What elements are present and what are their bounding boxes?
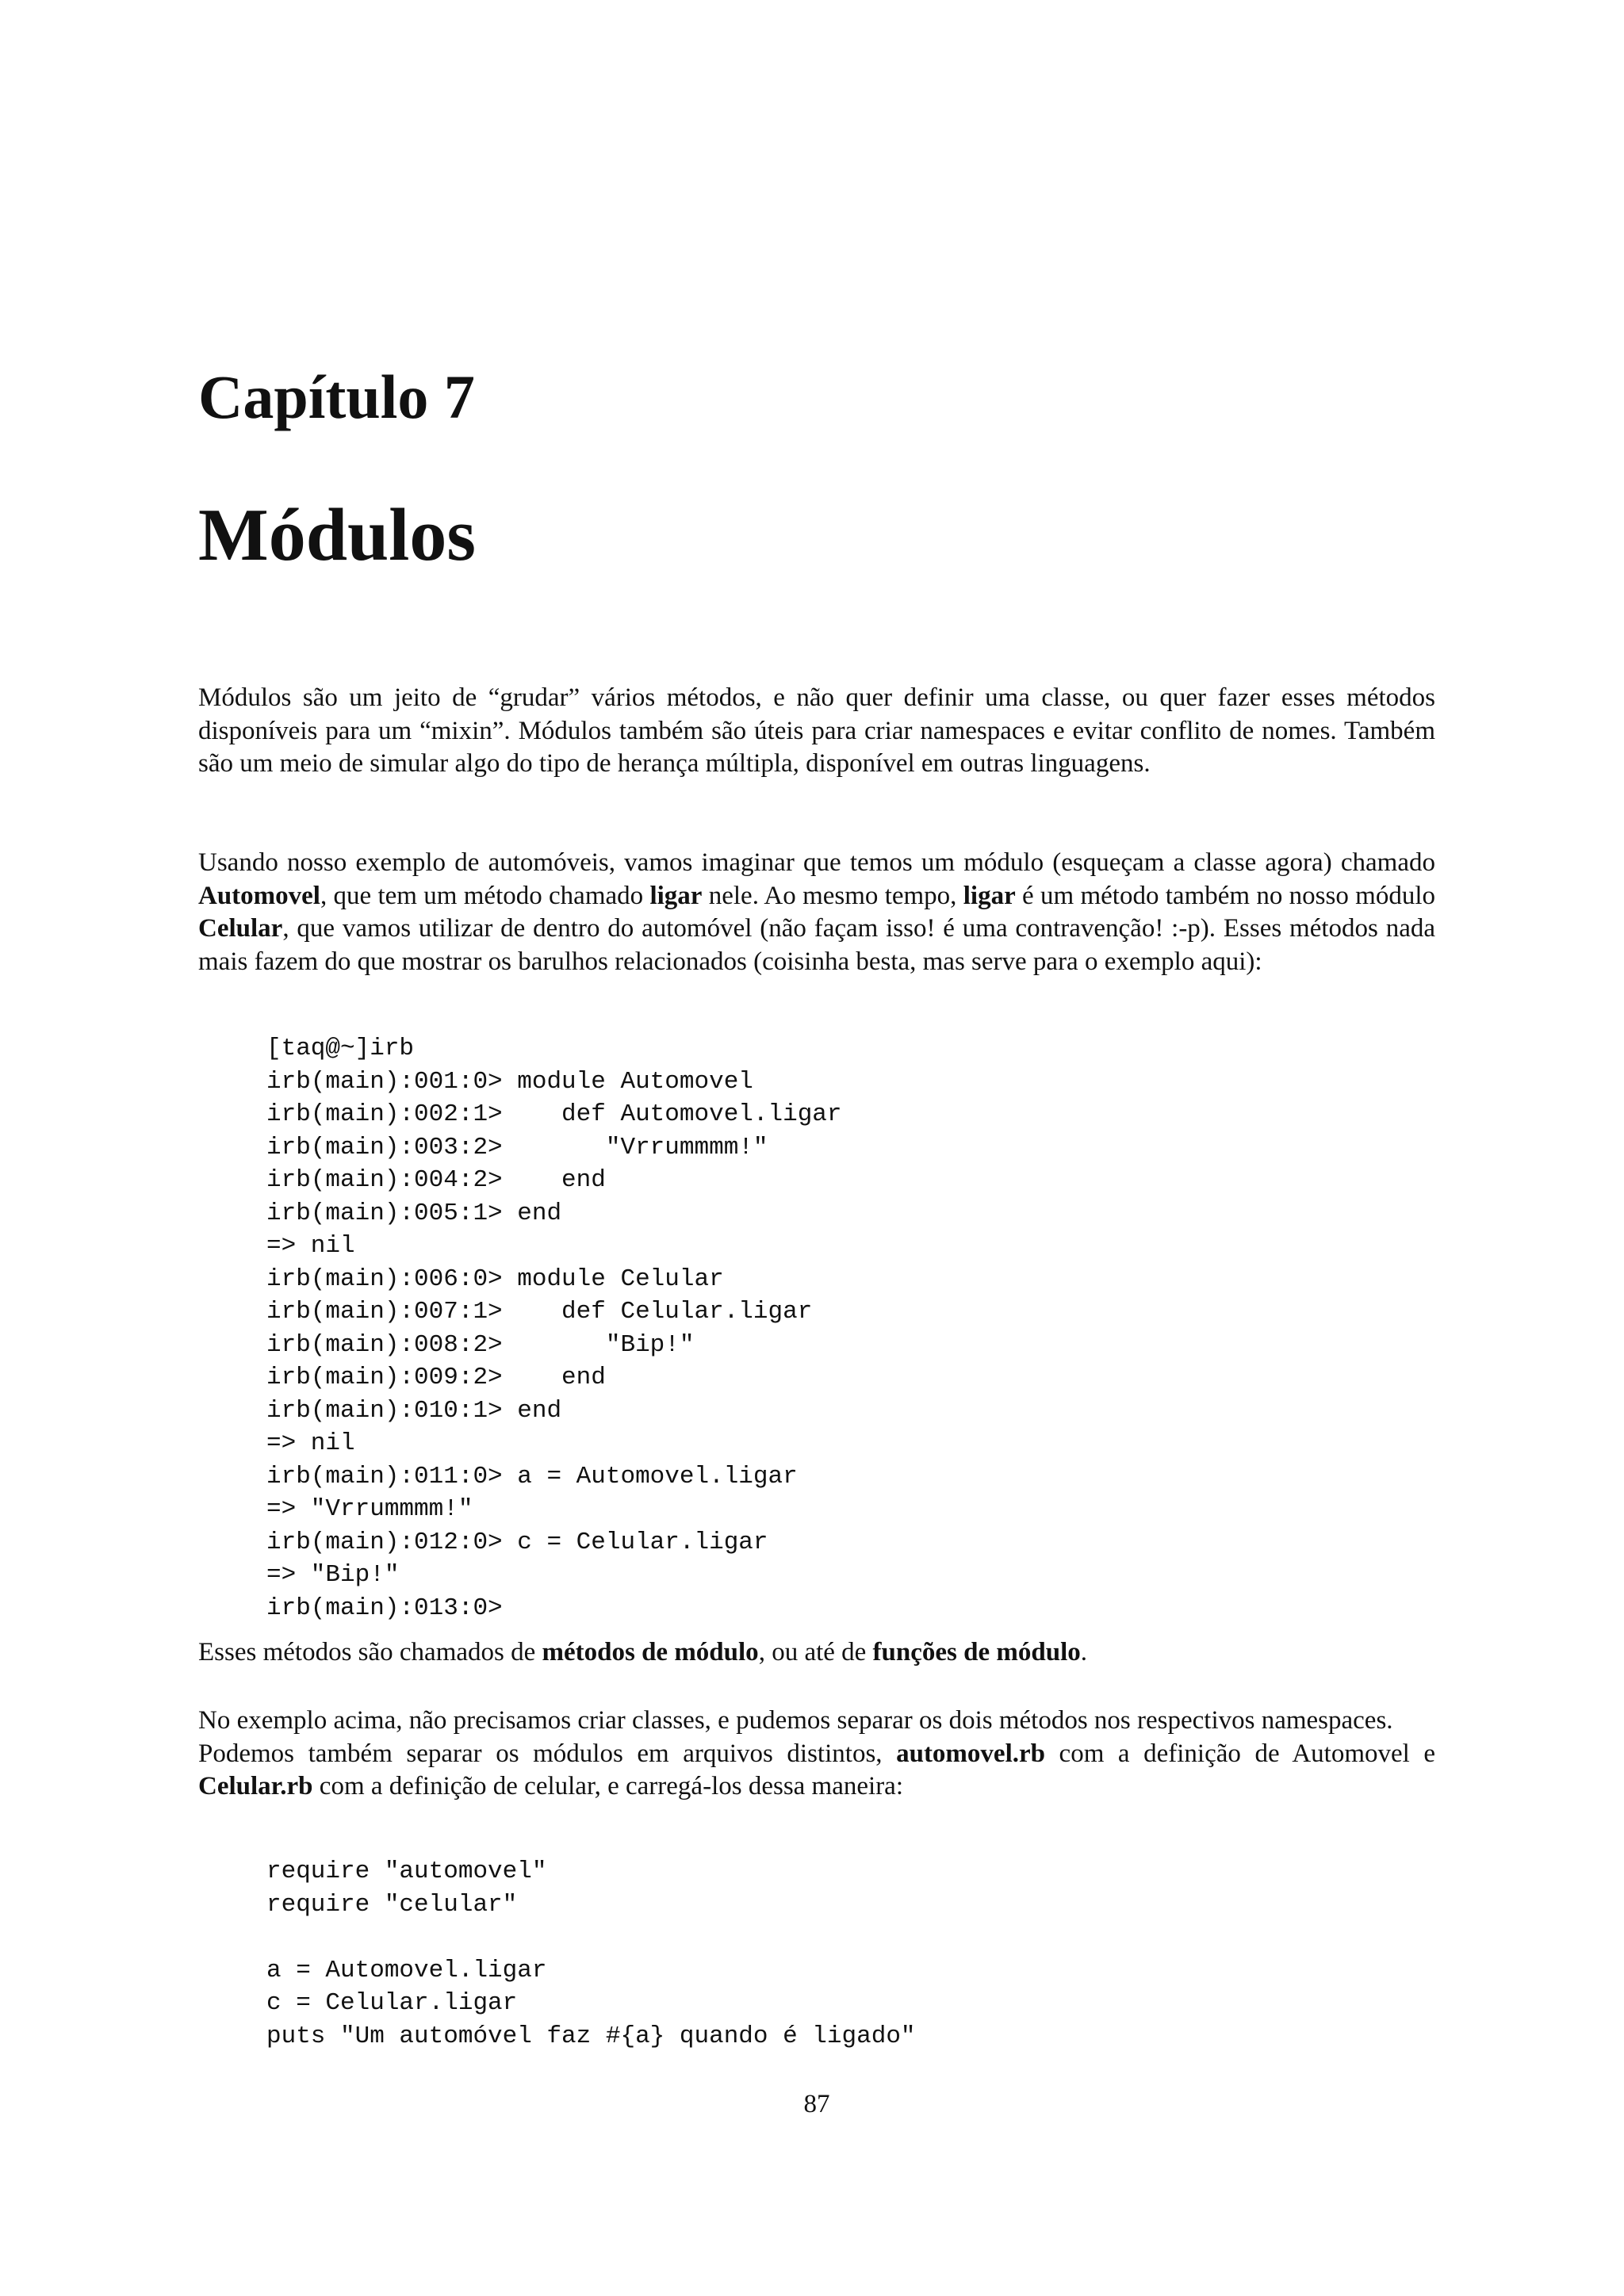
code-line: irb(main):001:0> module Automovel (266, 1067, 753, 1096)
code-line: irb(main):004:2> end (266, 1166, 606, 1194)
text-run: Esses métodos são chamados de (198, 1638, 542, 1667)
code-line: => nil (266, 1232, 355, 1260)
code-line: irb(main):011:0> a = Automovel.ligar (266, 1462, 798, 1490)
code-line: => nil (266, 1429, 355, 1457)
code-line (266, 1921, 916, 1954)
bold-term: Celular.rb (198, 1772, 313, 1800)
code-line: irb(main):008:2> "Bip!" (266, 1330, 695, 1359)
text-run: é um método também no nosso módulo (1015, 881, 1435, 910)
code-line: a = Automovel.ligar (266, 1956, 547, 1984)
text-run: com a definição de Automovel e (1045, 1739, 1436, 1768)
text-run: . (1080, 1638, 1087, 1667)
document-page (198, 0, 1435, 2296)
page-number: 87 (803, 2090, 830, 2118)
text-run: , que tem um método chamado (320, 881, 650, 910)
intro-paragraph (198, 682, 1435, 781)
code-line: c = Celular.ligar (266, 1989, 518, 2017)
text-run: No exemplo acima, não precisamos criar classes, e pudemos separar os dois métodos nos respectivos namespaces. (198, 1706, 1393, 1735)
text-run: nele. Ao mesmo tempo, (702, 881, 963, 910)
text-run: , que vamos utilizar de dentro do automóvel (não façam isso! é uma contravenção! :-p). Esses métodos nada mais fazem do que mostrar os barulhos relacionados (coisinha besta, mas serve para o exemplo aqui): (198, 914, 1435, 976)
bold-term: Celular (198, 914, 283, 943)
code-line: irb(main):010:1> end (266, 1396, 562, 1425)
text-run: , ou até de (758, 1638, 873, 1667)
bold-term: métodos de módulo (542, 1638, 759, 1667)
code-line: irb(main):013:0> (266, 1594, 503, 1622)
code-line: irb(main):007:1> def Celular.ligar (266, 1298, 813, 1326)
text-run: com a definição de celular, e carregá-los dessa maneira: (312, 1772, 903, 1800)
code-line: => "Vrrummmm!" (266, 1495, 473, 1523)
text-run: Podemos também separar os módulos em arquivos distintos, (198, 1739, 897, 1768)
bold-term: ligar (963, 881, 1016, 910)
code-line: irb(main):003:2> "Vrrummmm!" (266, 1133, 768, 1161)
separate-files-paragraph (198, 1705, 1435, 1804)
irb-code-block (266, 1032, 842, 1624)
code-line: require "celular" (266, 1890, 518, 1919)
code-line: irb(main):002:1> def Automovel.ligar (266, 1100, 842, 1128)
code-line: irb(main):006:0> module Celular (266, 1265, 724, 1293)
code-line: => "Bip!" (266, 1561, 400, 1589)
chapter-title: Módulos (198, 494, 476, 576)
code-line: puts "Um automóvel faz #{a} quando é ligado" (266, 2022, 916, 2050)
require-code-block (266, 1855, 916, 2053)
bold-term: ligar (649, 881, 703, 910)
example-paragraph (198, 847, 1435, 978)
chapter-label: Capítulo 7 (198, 362, 475, 431)
code-line: irb(main):009:2> end (266, 1364, 606, 1391)
text-run: Módulos são um jeito de “grudar” vários métodos, e não quer definir uma classe, ou quer fazer esses métodos disponíveis para um “mixin”. Módulos também são úteis para criar namespaces e evitar conflito de nomes. Também são um meio de simular algo do tipo de herança múltipla, disponível em outras linguagens. (198, 683, 1435, 778)
code-line: [taq@~]irb (266, 1035, 415, 1062)
code-line: require "automovel" (266, 1858, 547, 1885)
module-methods-paragraph (198, 1636, 1435, 1670)
code-line: irb(main):005:1> end (266, 1199, 562, 1227)
bold-term: funções de módulo (872, 1638, 1081, 1667)
text-run: Usando nosso exemplo de automóveis, vamos imaginar que temos um módulo (esqueçam a classe agora) chamado (198, 848, 1435, 877)
code-line: irb(main):012:0> c = Celular.ligar (266, 1528, 768, 1556)
bold-term: Automovel (198, 881, 320, 910)
bold-term: automovel.rb (896, 1739, 1045, 1768)
